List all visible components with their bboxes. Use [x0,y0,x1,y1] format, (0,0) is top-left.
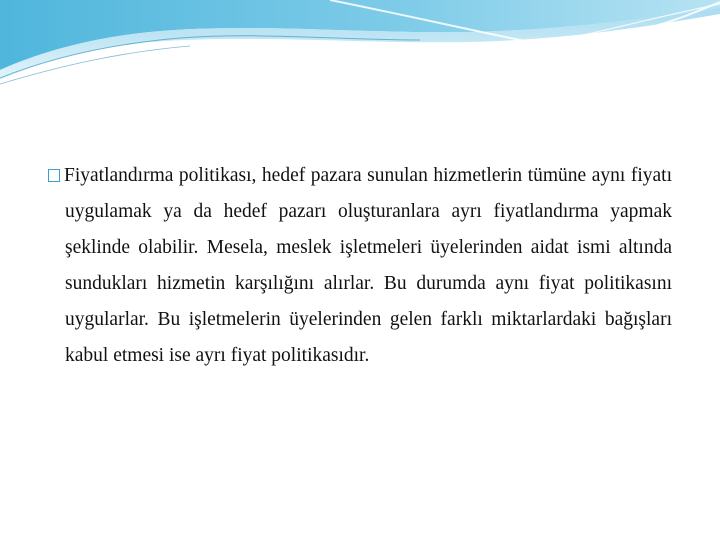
square-bullet-icon [48,169,60,182]
bullet-paragraph [48,158,672,374]
header-wave-decoration [0,0,720,90]
body-content [48,158,672,374]
paragraph-text: Fiyatlandırma politikası, hedef pazara sunulan hizmetlerin tümüne aynı fiyatı uygulamak ya da hedef pazarı oluşturanlara ayrı fiyatlandırma yapmak şeklinde olabilir. Mesela, meslek işletmeleri üyelerinden aidat ismi altında sundukları hizmetin karşılığını alırlar. Bu durumda aynı fiyat politikasını uygularlar. Bu işletmelerin üyelerinden gelen farklı miktarlardaki bağışları kabul etmesi ise ayrı fiyat politikasıdır. [64,165,672,366]
